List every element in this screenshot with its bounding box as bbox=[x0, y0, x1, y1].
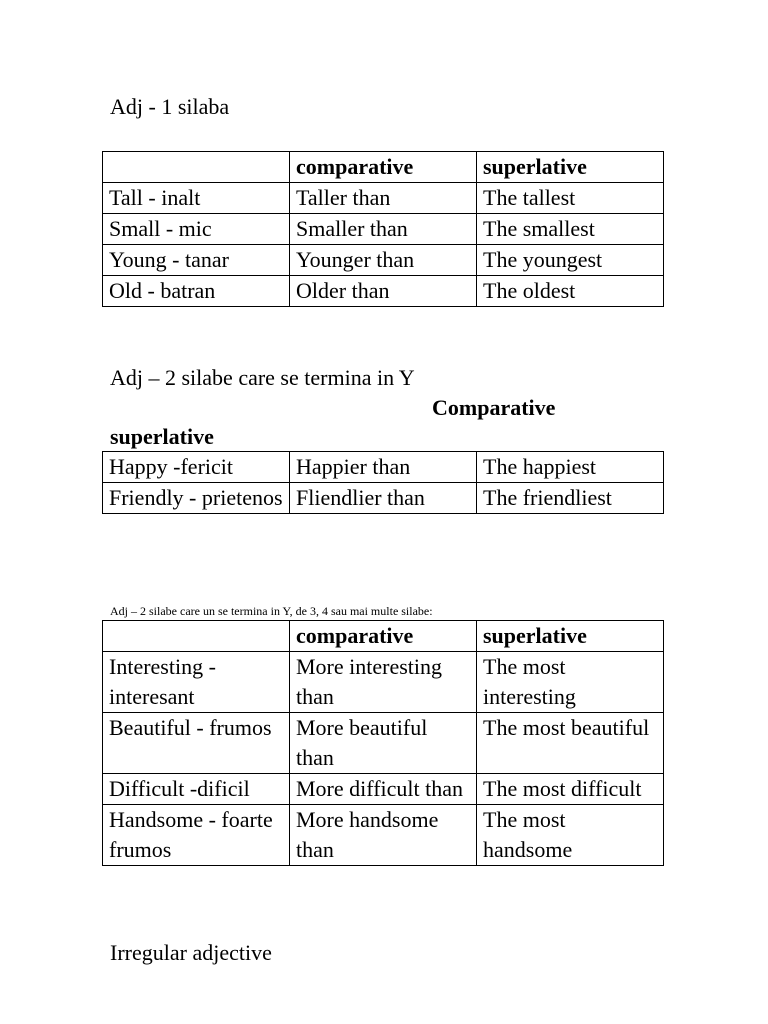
table-row bbox=[103, 774, 664, 805]
superlative-cell: The oldest bbox=[477, 276, 664, 307]
adjective-cell: Small - mic bbox=[103, 214, 290, 245]
comparative-cell: Younger than bbox=[290, 245, 477, 276]
table-row bbox=[103, 276, 664, 307]
table-row bbox=[103, 214, 664, 245]
multi-syllable-table bbox=[102, 620, 664, 866]
header-cell-superlative: superlative bbox=[477, 152, 664, 183]
section4-heading: Irregular adjective bbox=[110, 940, 272, 965]
adjective-cell: Young - tanar bbox=[103, 245, 290, 276]
header-cell-empty bbox=[103, 621, 290, 652]
table-header-row bbox=[103, 621, 664, 652]
adjective-cell: Handsome - foarte frumos bbox=[103, 805, 290, 866]
comparative-label: Comparative bbox=[432, 395, 556, 420]
superlative-cell: The youngest bbox=[477, 245, 664, 276]
adjective-cell: Old - batran bbox=[103, 276, 290, 307]
adjective-cell: Tall - inalt bbox=[103, 183, 290, 214]
table-row bbox=[103, 805, 664, 866]
comparative-cell: Smaller than bbox=[290, 214, 477, 245]
section3-heading: Adj – 2 silabe care un se termina in Y, de 3, 4 sau mai multe silabe: bbox=[110, 604, 433, 618]
superlative-cell: The most beautiful bbox=[477, 713, 664, 774]
comparative-cell: Fliendlier than bbox=[290, 483, 477, 514]
adjective-cell: Interesting - interesant bbox=[103, 652, 290, 713]
superlative-label: superlative bbox=[110, 424, 214, 449]
adjective-cell: Difficult -dificil bbox=[103, 774, 290, 805]
comparative-cell: Taller than bbox=[290, 183, 477, 214]
superlative-cell: The smallest bbox=[477, 214, 664, 245]
header-cell-empty bbox=[103, 152, 290, 183]
superlative-cell: The most difficult bbox=[477, 774, 664, 805]
table-row bbox=[103, 452, 664, 483]
table-header-row bbox=[103, 152, 664, 183]
section2-heading: Adj – 2 silabe care se termina in Y bbox=[110, 365, 415, 390]
section1-heading: Adj - 1 silaba bbox=[110, 94, 230, 119]
comparative-cell: More handsome than bbox=[290, 805, 477, 866]
superlative-cell: The most interesting bbox=[477, 652, 664, 713]
one-syllable-table bbox=[102, 151, 664, 307]
adjective-cell: Beautiful - frumos bbox=[103, 713, 290, 774]
table-row bbox=[103, 483, 664, 514]
comparative-cell: More interesting than bbox=[290, 652, 477, 713]
comparative-cell: More beautiful than bbox=[290, 713, 477, 774]
superlative-cell: The happiest bbox=[477, 452, 664, 483]
comparative-cell: Older than bbox=[290, 276, 477, 307]
header-cell-comparative: comparative bbox=[290, 152, 477, 183]
superlative-cell: The friendliest bbox=[477, 483, 664, 514]
table-row bbox=[103, 652, 664, 713]
adjective-cell: Friendly - prietenos bbox=[103, 483, 290, 514]
table-row bbox=[103, 183, 664, 214]
y-ending-table bbox=[102, 451, 664, 514]
superlative-cell: The most handsome bbox=[477, 805, 664, 866]
header-cell-comparative: comparative bbox=[290, 621, 477, 652]
comparative-cell: Happier than bbox=[290, 452, 477, 483]
table-row bbox=[103, 713, 664, 774]
adjective-cell: Happy -fericit bbox=[103, 452, 290, 483]
superlative-cell: The tallest bbox=[477, 183, 664, 214]
table-row bbox=[103, 245, 664, 276]
comparative-cell: More difficult than bbox=[290, 774, 477, 805]
header-cell-superlative: superlative bbox=[477, 621, 664, 652]
